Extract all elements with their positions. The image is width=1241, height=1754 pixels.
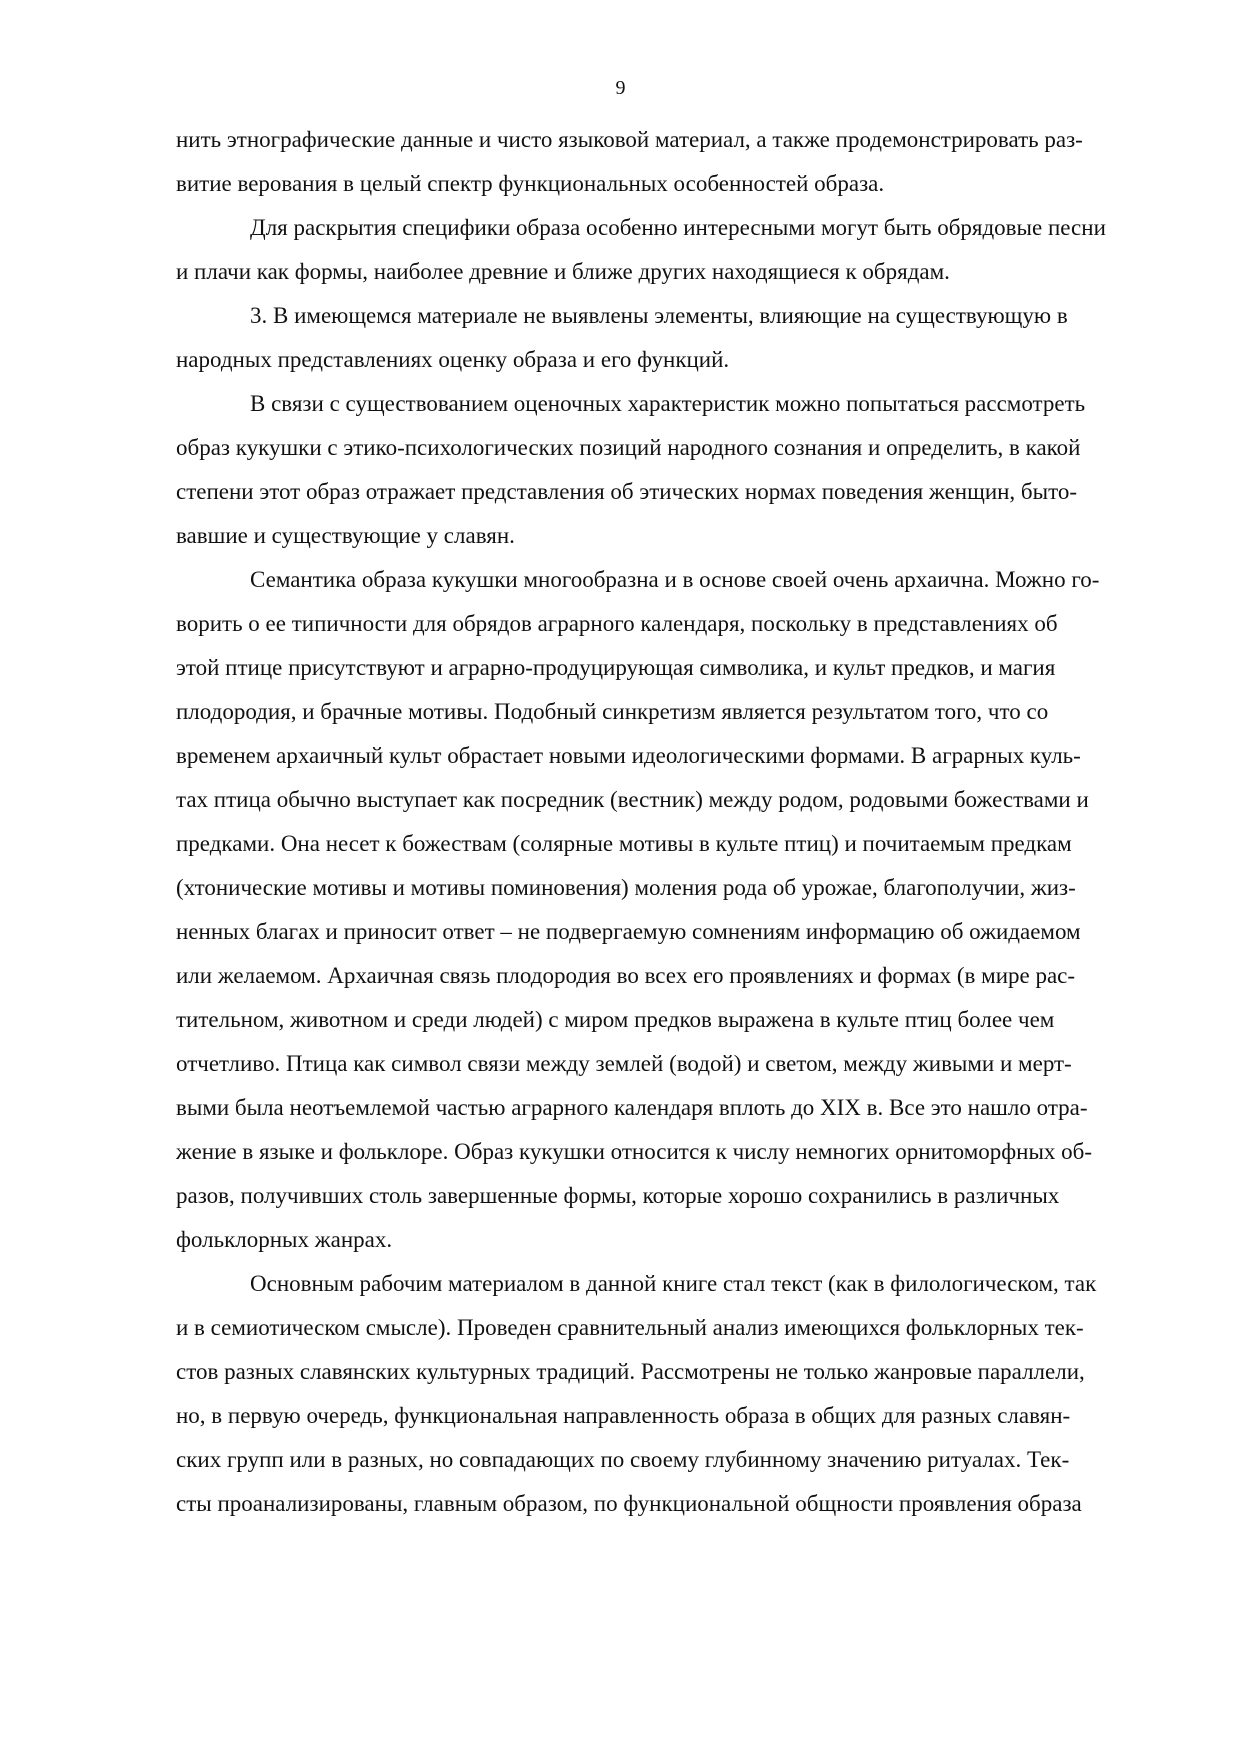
- paragraph-main-material: [176, 1262, 1182, 1526]
- text-line: выми была неотъемлемой частью аграрного календаря вплоть до XIX в. Все это нашло отра-: [176, 1095, 1088, 1120]
- text-line: сты проанализированы, главным образом, по функциональной общности проявления образа: [176, 1491, 1082, 1516]
- paragraph-evaluative: [176, 382, 1182, 558]
- text-line: фольклорных жанрах.: [176, 1227, 393, 1252]
- text-body: [176, 118, 1182, 1526]
- paragraph-point-3: [176, 294, 1182, 382]
- text-line: временем архаичный культ обрастает новыми идеологическими формами. В аграрных куль-: [176, 743, 1081, 768]
- text-line: предками. Она несет к божествам (солярные мотивы в культе птиц) и почитаемым предкам: [176, 831, 1072, 856]
- text-line: образ кукушки с этико-психологических позиций народного сознания и определить, в какой: [176, 435, 1081, 460]
- text-line: стов разных славянских культурных традиций. Рассмотрены не только жанровые параллели,: [176, 1359, 1085, 1384]
- paragraph-semantics: [176, 558, 1182, 1262]
- text-line: отчетливо. Птица как символ связи между землей (водой) и светом, между живыми и мерт-: [176, 1051, 1072, 1076]
- text-line: плодородия, и брачные мотивы. Подобный синкретизм является результатом того, что со: [176, 699, 1049, 724]
- text-line: витие верования в целый спектр функциональных особенностей образа.: [176, 171, 885, 196]
- text-line: тах птица обычно выступает как посредник (вестник) между родом, родовыми божествами и: [176, 787, 1089, 812]
- text-line: и плачи как формы, наиболее древние и ближе других находящиеся к обрядам.: [176, 259, 950, 284]
- text-line: этой птице присутствуют и аграрно-продуцирующая символика, и культ предков, и магия: [176, 655, 1056, 680]
- page-number: 9: [615, 77, 626, 99]
- text-line: или желаемом. Архаичная связь плодородия во всех его проявлениях и формах (в мире рас-: [176, 963, 1076, 988]
- text-line: но, в первую очередь, функциональная направленность образа в общих для разных славян-: [176, 1403, 1071, 1428]
- paragraph-continuation: [176, 118, 1182, 206]
- text-line: нить этнографические данные и чисто языковой материал, а также продемонстрировать раз-: [176, 127, 1083, 152]
- text-line: вавшие и существующие у славян.: [176, 523, 515, 548]
- text-line: тительном, животном и среди людей) с миром предков выражена в культе птиц более чем: [176, 1007, 1055, 1032]
- text-line: разов, получивших столь завершенные формы, которые хорошо сохранились в различных: [176, 1183, 1060, 1208]
- text-line: степени этот образ отражает представления об этических нормах поведения женщин, быто-: [176, 479, 1077, 504]
- text-line: Для раскрытия специфики образа особенно интересными могут быть обрядовые песни: [250, 215, 1106, 240]
- text-line: 3. В имеющемся материале не выявлены элементы, влияющие на существующую в: [250, 303, 1068, 328]
- text-line: (хтонические мотивы и мотивы поминовения) моления рода об урожае, благополучии, жиз-: [176, 875, 1076, 900]
- paragraph-ritual-songs: [176, 206, 1182, 294]
- text-line: ских групп или в разных, но совпадающих по своему глубинному значению ритуалах. Тек-: [176, 1447, 1070, 1472]
- text-line: Основным рабочим материалом в данной книге стал текст (как в филологическом, так: [250, 1271, 1097, 1296]
- text-line: жение в языке и фольклоре. Образ кукушки относится к числу немногих орнитоморфных об-: [176, 1139, 1093, 1164]
- text-line: ворить о ее типичности для обрядов аграрного календаря, поскольку в представлениях об: [176, 611, 1058, 636]
- text-line: В связи с существованием оценочных характеристик можно попытаться рассмотреть: [250, 391, 1086, 416]
- text-line: Семантика образа кукушки многообразна и в основе своей очень архаична. Можно го-: [250, 567, 1100, 592]
- text-line: и в семиотическом смысле). Проведен сравнительный анализ имеющихся фольклорных тек-: [176, 1315, 1084, 1340]
- text-line: ненных благах и приносит ответ – не подвергаемую сомнениям информацию об ожидаемом: [176, 919, 1081, 944]
- text-line: народных представлениях оценку образа и его функций.: [176, 347, 730, 372]
